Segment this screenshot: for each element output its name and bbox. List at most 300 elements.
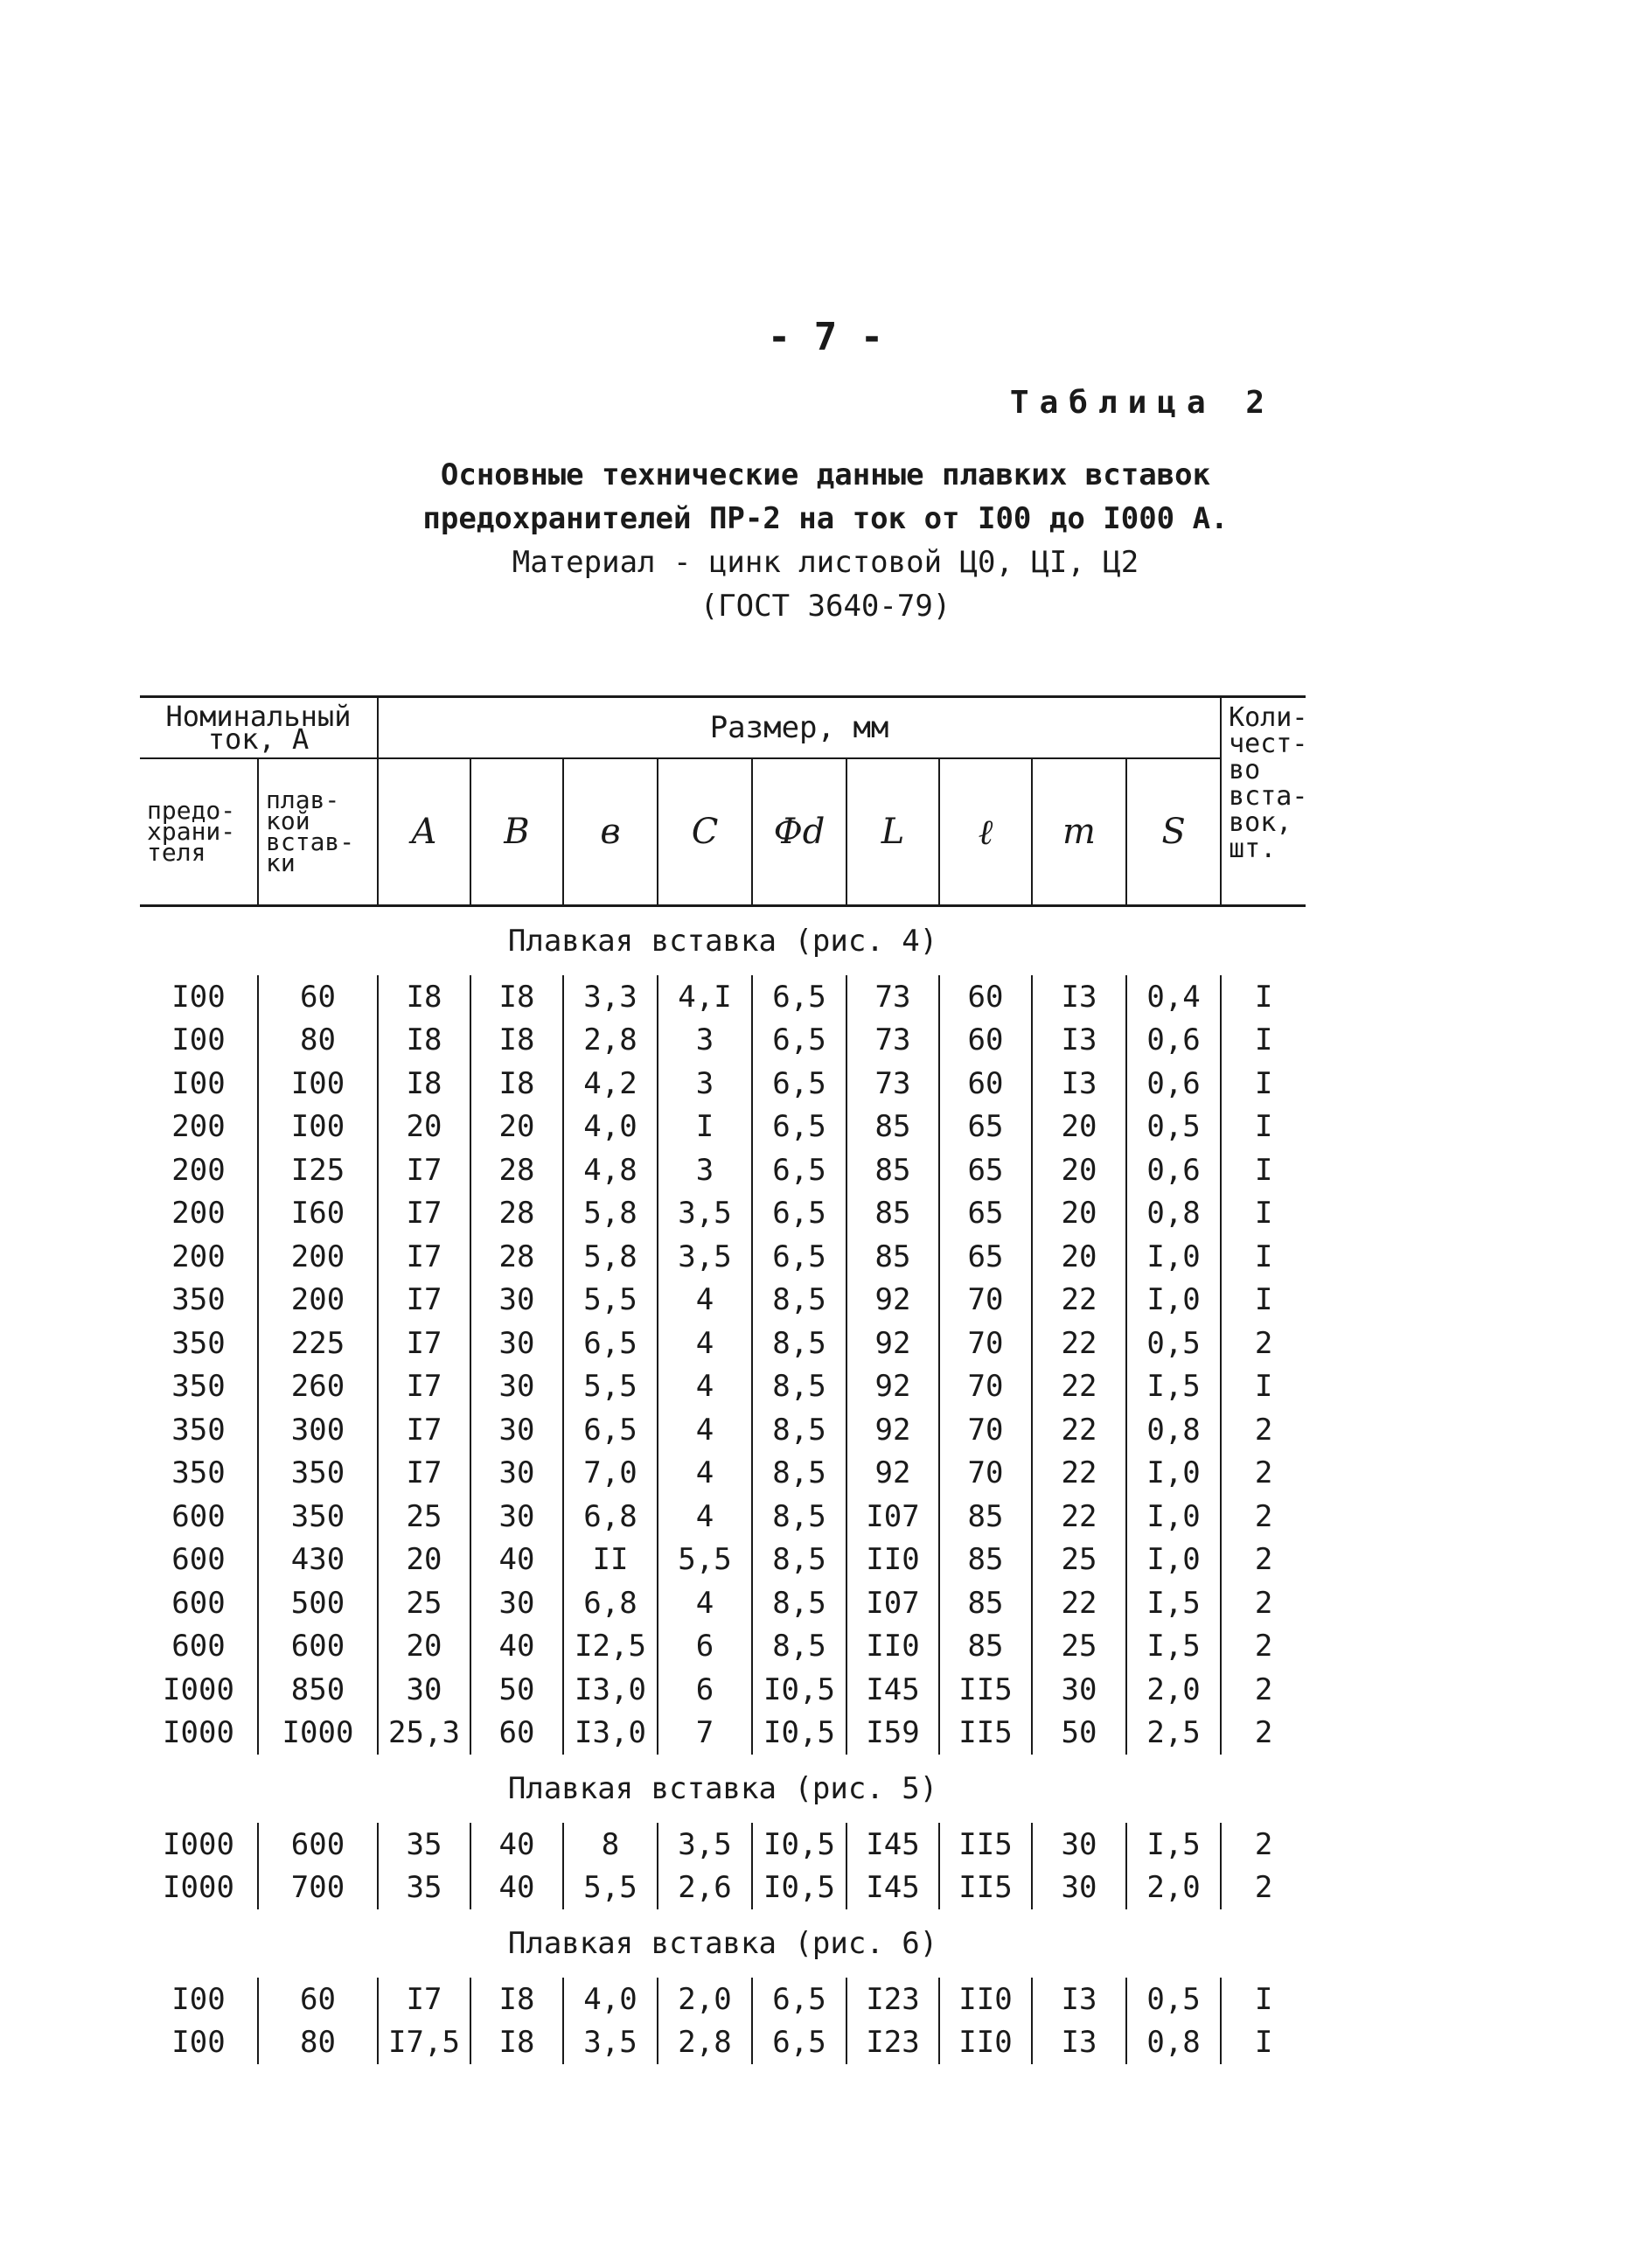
section-title: Плавкая вставка (рис. 6): [507, 1926, 938, 1961]
table-cell: I59: [846, 1712, 939, 1755]
table-cell: 4,0: [563, 1978, 658, 2021]
table-cell: 0,5: [1126, 1978, 1221, 2021]
table-cell: I000: [163, 1826, 234, 1862]
header-dim-b: в: [563, 758, 658, 906]
table-cell: I8: [378, 975, 470, 1019]
table-row: [140, 1408, 1306, 1452]
table-cell: 6,5: [752, 1192, 846, 1236]
table-cell: 73: [846, 975, 939, 1019]
table-cell: I00: [258, 1106, 378, 1149]
table-cell: I7,5: [378, 2021, 470, 2065]
table-cell: 6,5: [752, 1106, 846, 1149]
table-cell: I00: [171, 1981, 226, 2017]
table-row: [140, 1235, 1306, 1279]
table-cell: 20: [1032, 1148, 1126, 1192]
table-cell: I000: [258, 1712, 378, 1755]
table-cell: I23: [846, 1978, 939, 2021]
table-cell: 4: [658, 1408, 752, 1452]
table-cell: 4: [658, 1365, 752, 1409]
table-cell: 350: [171, 1369, 226, 1405]
table-cell: 85: [939, 1495, 1032, 1539]
header-dim-L: L: [846, 758, 939, 906]
table-cell: 30: [470, 1322, 563, 1365]
table-cell: I,5: [1126, 1625, 1221, 1669]
table-cell: I8: [378, 1019, 470, 1063]
table-cell: 0,6: [1126, 1148, 1221, 1192]
table-cell: 0,5: [1126, 1322, 1221, 1365]
table-cell: 35: [378, 1867, 470, 1910]
table-cell: 600: [171, 1585, 226, 1621]
table-cell: 2: [1221, 1867, 1306, 1910]
table-cell: 6: [658, 1668, 752, 1712]
caption-line-4: (ГОСТ 3640-79): [700, 589, 951, 624]
table-cell: 4: [658, 1279, 752, 1322]
table-cell: I: [1221, 975, 1306, 1019]
table-cell: 0,8: [1126, 1408, 1221, 1452]
table-cell: 3,5: [658, 1235, 752, 1279]
table-cell: 20: [470, 1106, 563, 1149]
table-cell: I3: [1032, 1019, 1126, 1063]
table-cell: 2,0: [1126, 1668, 1221, 1712]
table-cell: I: [1221, 1062, 1306, 1106]
table-cell: 2: [1221, 1495, 1306, 1539]
table-cell: 6: [658, 1625, 752, 1669]
table-cell: 70: [939, 1365, 1032, 1409]
table-cell: 0,6: [1126, 1019, 1221, 1063]
table-cell: I3: [1032, 975, 1126, 1019]
table-cell: I3,0: [563, 1712, 658, 1755]
table-cell: 40: [470, 1625, 563, 1669]
table-cell: 20: [378, 1625, 470, 1669]
table-cell: 22: [1032, 1408, 1126, 1452]
table-cell: II0: [846, 1539, 939, 1582]
table-label: Таблица 2: [1009, 385, 1275, 421]
header-dim-A: A: [378, 758, 470, 906]
section-title: Плавкая вставка (рис. 5): [507, 1771, 938, 1806]
header-insert: плав- кой встав- ки: [258, 758, 378, 906]
table-cell: 60: [470, 1712, 563, 1755]
table-cell: 2: [1221, 1668, 1306, 1712]
table-cell: 700: [258, 1867, 378, 1910]
table-cell: 65: [939, 1148, 1032, 1192]
table-cell: 2,8: [658, 2021, 752, 2065]
header-size: Размер, мм: [378, 697, 1221, 759]
table-cell: 30: [470, 1495, 563, 1539]
table-row: [140, 1148, 1306, 1192]
table-cell: 30: [470, 1408, 563, 1452]
table-cell: 22: [1032, 1452, 1126, 1496]
table-cell: I000: [163, 1870, 234, 1906]
table-cell: I8: [470, 2021, 563, 2065]
table-cell: I00: [171, 2025, 226, 2061]
table-cell: 60: [939, 1019, 1032, 1063]
table-cell: 5,5: [563, 1867, 658, 1910]
table-cell: 20: [378, 1539, 470, 1582]
table-row: [140, 1322, 1306, 1365]
table-cell: 200: [171, 1239, 226, 1274]
table-cell: 6,5: [752, 1978, 846, 2021]
table-cell: 8: [563, 1823, 658, 1867]
table-cell: 25: [378, 1581, 470, 1625]
table-cell: 3,5: [563, 2021, 658, 2065]
table-cell: I00: [171, 1022, 226, 1058]
table-cell: 5,8: [563, 1235, 658, 1279]
table-cell: 80: [258, 2021, 378, 2065]
table-cell: 4: [658, 1495, 752, 1539]
table-cell: 500: [258, 1581, 378, 1625]
table-cell: 40: [470, 1867, 563, 1910]
table-cell: 73: [846, 1019, 939, 1063]
table-cell: 25: [1032, 1539, 1126, 1582]
table-cell: I7: [378, 1978, 470, 2021]
table-cell: 25: [1032, 1625, 1126, 1669]
table-cell: I: [1221, 1019, 1306, 1063]
page-number: - 7 -: [767, 315, 884, 359]
table-cell: 85: [846, 1235, 939, 1279]
table-cell: I000: [163, 1671, 234, 1707]
table-cell: 30: [1032, 1823, 1126, 1867]
table-cell: 8,5: [752, 1495, 846, 1539]
table-cell: 30: [470, 1581, 563, 1625]
table-cell: 7,0: [563, 1452, 658, 1496]
table-cell: I: [1221, 1192, 1306, 1236]
table-cell: 200: [258, 1235, 378, 1279]
table-cell: 200: [171, 1196, 226, 1232]
table-body: [140, 906, 1306, 2065]
table-cell: 350: [171, 1412, 226, 1448]
table-cell: I7: [378, 1322, 470, 1365]
table-row: [140, 1712, 1306, 1755]
table-cell: 600: [171, 1629, 226, 1664]
table-cell: 30: [470, 1365, 563, 1409]
table-cell: 6,8: [563, 1581, 658, 1625]
table-row: [140, 1581, 1306, 1625]
table-header: [140, 697, 1306, 906]
table-cell: I7: [378, 1148, 470, 1192]
table-cell: 50: [470, 1668, 563, 1712]
table-cell: 6,5: [752, 1235, 846, 1279]
table-row: [140, 1978, 1306, 2021]
table-cell: 3: [658, 1062, 752, 1106]
table-cell: 22: [1032, 1322, 1126, 1365]
table-cell: I0,5: [752, 1712, 846, 1755]
table-cell: 260: [258, 1365, 378, 1409]
table-cell: 4: [658, 1322, 752, 1365]
table-cell: I25: [258, 1148, 378, 1192]
table-cell: 85: [846, 1106, 939, 1149]
table-cell: 5,5: [563, 1279, 658, 1322]
table-cell: 92: [846, 1322, 939, 1365]
table-cell: 430: [258, 1539, 378, 1582]
table-cell: 60: [939, 1062, 1032, 1106]
section-title-row: [140, 1755, 1306, 1823]
table-cell: 2,6: [658, 1867, 752, 1910]
table-row: [140, 1279, 1306, 1322]
table-cell: I7: [378, 1235, 470, 1279]
table-cell: I8: [470, 975, 563, 1019]
table-cell: 3,5: [658, 1823, 752, 1867]
table-cell: 6,5: [752, 2021, 846, 2065]
table-cell: 60: [258, 975, 378, 1019]
table-cell: 92: [846, 1279, 939, 1322]
header-dim-m: m: [1032, 758, 1126, 906]
table-cell: 35: [378, 1823, 470, 1867]
table-cell: 30: [378, 1668, 470, 1712]
table-cell: 8,5: [752, 1452, 846, 1496]
section-title-row: [140, 1909, 1306, 1978]
header-dim-l: ℓ: [939, 758, 1032, 906]
table-cell: 70: [939, 1452, 1032, 1496]
section-title-row: [140, 906, 1306, 976]
table-cell: 20: [1032, 1235, 1126, 1279]
table-row: [140, 1365, 1306, 1409]
table-cell: 25: [378, 1495, 470, 1539]
table-cell: 8,5: [752, 1365, 846, 1409]
table-cell: 6,5: [752, 1062, 846, 1106]
table-cell: 92: [846, 1408, 939, 1452]
table-row: [140, 1452, 1306, 1496]
table-cell: 225: [258, 1322, 378, 1365]
table-cell: 300: [258, 1408, 378, 1452]
table-cell: II0: [939, 2021, 1032, 2065]
table-cell: 65: [939, 1192, 1032, 1236]
table-row: [140, 1625, 1306, 1669]
table-cell: I7: [378, 1192, 470, 1236]
table-cell: 20: [1032, 1192, 1126, 1236]
table-cell: 85: [939, 1625, 1032, 1669]
caption-line-1: Основные технические данные плавких вставок: [440, 457, 1211, 492]
table-row: [140, 1495, 1306, 1539]
table-cell: I000: [163, 1715, 234, 1751]
table-cell: II5: [939, 1668, 1032, 1712]
table-cell: II0: [846, 1625, 939, 1669]
table-cell: 3,5: [658, 1192, 752, 1236]
table-cell: I: [1221, 1106, 1306, 1149]
table-cell: 70: [939, 1408, 1032, 1452]
table-cell: I: [1221, 1235, 1306, 1279]
table-cell: 70: [939, 1279, 1032, 1322]
table-cell: I60: [258, 1192, 378, 1236]
table-cell: 28: [470, 1148, 563, 1192]
caption-line-2: предохранителей ПР-2 на ток от I00 до I000 А.: [422, 501, 1229, 536]
table-cell: 350: [258, 1495, 378, 1539]
header-dim-C: C: [658, 758, 752, 906]
table-cell: 20: [1032, 1106, 1126, 1149]
table-cell: I8: [378, 1062, 470, 1106]
table-cell: 4,I: [658, 975, 752, 1019]
table-cell: 22: [1032, 1495, 1126, 1539]
table-cell: 73: [846, 1062, 939, 1106]
table-cell: I3: [1032, 2021, 1126, 2065]
table-cell: I: [1221, 1148, 1306, 1192]
table-cell: 8,5: [752, 1625, 846, 1669]
table-cell: 850: [258, 1668, 378, 1712]
table-cell: 30: [1032, 1668, 1126, 1712]
table-cell: 80: [258, 1019, 378, 1063]
table-cell: 92: [846, 1452, 939, 1496]
table-cell: I,0: [1126, 1279, 1221, 1322]
table-cell: 600: [171, 1498, 226, 1534]
table-cell: 6,5: [752, 1148, 846, 1192]
table-row: [140, 1192, 1306, 1236]
table-cell: 70: [939, 1322, 1032, 1365]
table-cell: I,5: [1126, 1365, 1221, 1409]
table-cell: I45: [846, 1668, 939, 1712]
table-cell: I23: [846, 2021, 939, 2065]
table-cell: I0,5: [752, 1823, 846, 1867]
table-cell: I,0: [1126, 1235, 1221, 1279]
table-cell: 600: [171, 1542, 226, 1578]
table-cell: 85: [939, 1581, 1032, 1625]
table-cell: 350: [171, 1455, 226, 1491]
table-caption: [0, 453, 1651, 628]
table-cell: 2,5: [1126, 1712, 1221, 1755]
table-cell: I: [658, 1106, 752, 1149]
table-cell: 0,5: [1126, 1106, 1221, 1149]
table-cell: I: [1221, 2021, 1306, 2065]
table-cell: 65: [939, 1106, 1032, 1149]
table-row: [140, 1062, 1306, 1106]
table-cell: 2: [1221, 1408, 1306, 1452]
table-cell: I,5: [1126, 1823, 1221, 1867]
table-cell: I07: [846, 1495, 939, 1539]
table-cell: I00: [171, 1065, 226, 1101]
table-cell: 5,5: [658, 1539, 752, 1582]
table-cell: 22: [1032, 1581, 1126, 1625]
table-cell: 22: [1032, 1279, 1126, 1322]
table-cell: II0: [939, 1978, 1032, 2021]
table-cell: 2: [1221, 1581, 1306, 1625]
table-cell: I8: [470, 1062, 563, 1106]
table-row: [140, 1668, 1306, 1712]
table-cell: 8,5: [752, 1581, 846, 1625]
table-cell: 5,8: [563, 1192, 658, 1236]
table-cell: II5: [939, 1867, 1032, 1910]
table-cell: 200: [258, 1279, 378, 1322]
table-cell: 8,5: [752, 1539, 846, 1582]
table-cell: 28: [470, 1192, 563, 1236]
table-cell: 50: [1032, 1712, 1126, 1755]
table-cell: 350: [258, 1452, 378, 1496]
table-cell: I7: [378, 1408, 470, 1452]
table-cell: 30: [470, 1452, 563, 1496]
table-cell: 4,8: [563, 1148, 658, 1192]
table-cell: 28: [470, 1235, 563, 1279]
table-cell: 7: [658, 1712, 752, 1755]
table-cell: I00: [171, 979, 226, 1015]
table-cell: 4: [658, 1581, 752, 1625]
table-cell: 6,5: [752, 1019, 846, 1063]
table-cell: 2: [1221, 1823, 1306, 1867]
table-cell: 3: [658, 1019, 752, 1063]
table-cell: 8,5: [752, 1279, 846, 1322]
table-cell: II: [563, 1539, 658, 1582]
table-cell: I3: [1032, 1062, 1126, 1106]
table-cell: 2: [1221, 1712, 1306, 1755]
table-cell: I: [1221, 1978, 1306, 2021]
table-cell: 20: [378, 1106, 470, 1149]
table-row: [140, 1539, 1306, 1582]
table-cell: 4,0: [563, 1106, 658, 1149]
table-cell: 350: [171, 1282, 226, 1318]
fuse-data-table: [140, 695, 1306, 2064]
header-dim-S: S: [1126, 758, 1221, 906]
header-fuse: предо- храни- теля: [147, 796, 236, 867]
table-cell: 85: [846, 1148, 939, 1192]
table-cell: 3,3: [563, 975, 658, 1019]
table-cell: 2: [1221, 1539, 1306, 1582]
table-cell: I00: [258, 1062, 378, 1106]
table-cell: I07: [846, 1581, 939, 1625]
table-cell: I45: [846, 1823, 939, 1867]
table-cell: 25,3: [378, 1712, 470, 1755]
table-cell: 40: [470, 1539, 563, 1582]
table-cell: I,5: [1126, 1581, 1221, 1625]
table-row: [140, 1823, 1306, 1867]
table-cell: 0,4: [1126, 975, 1221, 1019]
header-dim-d: Фd: [752, 758, 846, 906]
table-cell: 4: [658, 1452, 752, 1496]
table-cell: I: [1221, 1279, 1306, 1322]
table-cell: 30: [1032, 1867, 1126, 1910]
table-cell: 92: [846, 1365, 939, 1409]
table-cell: 60: [258, 1978, 378, 2021]
table-cell: I7: [378, 1452, 470, 1496]
table-cell: 2: [1221, 1625, 1306, 1669]
table-cell: I3,0: [563, 1668, 658, 1712]
table-cell: 0,8: [1126, 1192, 1221, 1236]
table-cell: 85: [939, 1539, 1032, 1582]
table-row: [140, 2021, 1306, 2065]
table-row: [140, 1867, 1306, 1910]
table-cell: 6,8: [563, 1495, 658, 1539]
table-cell: I2,5: [563, 1625, 658, 1669]
table-cell: 2: [1221, 1322, 1306, 1365]
table-row: [140, 975, 1306, 1019]
table-cell: I3: [1032, 1978, 1126, 2021]
table-cell: 3: [658, 1148, 752, 1192]
table-cell: 2,8: [563, 1019, 658, 1063]
table-cell: 200: [171, 1152, 226, 1188]
table-row: [140, 1019, 1306, 1063]
fuse-data-table-wrapper: [140, 695, 1308, 2064]
section-title: Плавкая вставка (рис. 4): [507, 924, 938, 959]
table-cell: 60: [939, 975, 1032, 1019]
table-cell: 4,2: [563, 1062, 658, 1106]
table-cell: 8,5: [752, 1322, 846, 1365]
table-cell: I0,5: [752, 1668, 846, 1712]
table-cell: I,0: [1126, 1452, 1221, 1496]
table-cell: 200: [171, 1109, 226, 1145]
header-quantity: Коли- чест- во вста- вок, шт.: [1221, 697, 1306, 906]
table-cell: 30: [470, 1279, 563, 1322]
table-cell: 6,5: [563, 1408, 658, 1452]
table-cell: 6,5: [563, 1322, 658, 1365]
table-cell: I8: [470, 1978, 563, 2021]
table-cell: 0,8: [1126, 2021, 1221, 2065]
table-cell: I,0: [1126, 1539, 1221, 1582]
table-cell: 8,5: [752, 1408, 846, 1452]
table-cell: I0,5: [752, 1867, 846, 1910]
table-cell: 0,6: [1126, 1062, 1221, 1106]
table-cell: 22: [1032, 1365, 1126, 1409]
table-cell: II5: [939, 1823, 1032, 1867]
table-cell: 65: [939, 1235, 1032, 1279]
table-cell: I: [1221, 1365, 1306, 1409]
table-cell: 600: [258, 1625, 378, 1669]
table-cell: 350: [171, 1325, 226, 1361]
table-cell: 2,0: [1126, 1867, 1221, 1910]
